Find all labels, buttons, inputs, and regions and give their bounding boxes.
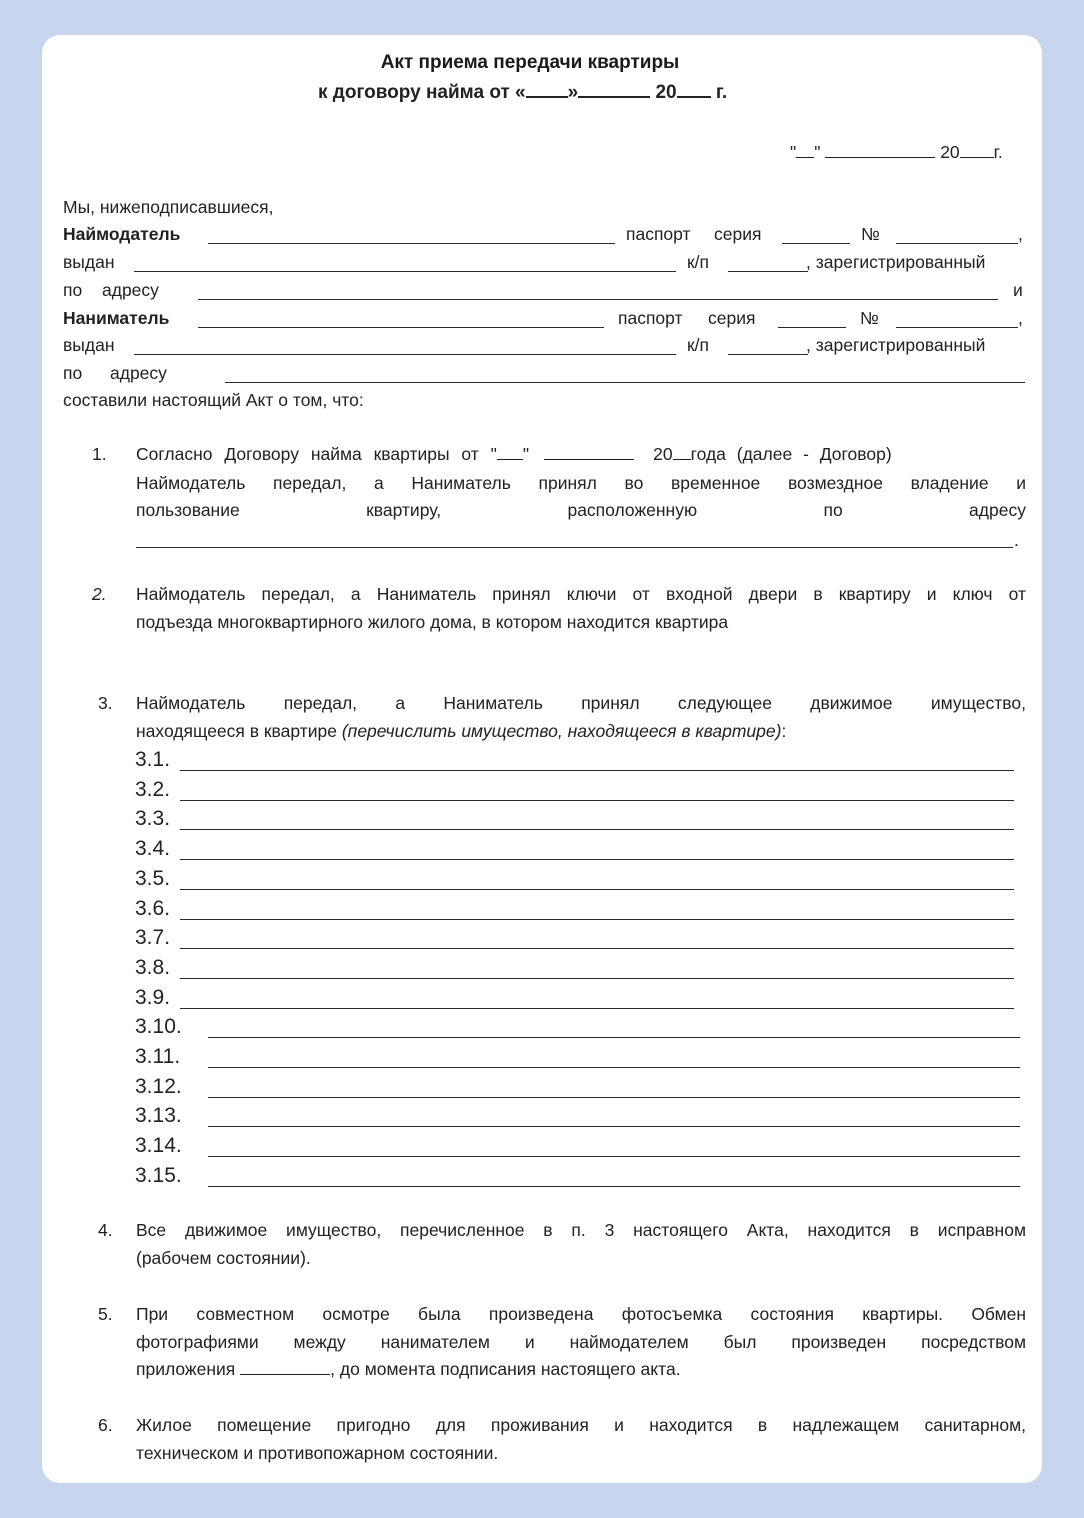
landlord-passport-label: паспорт (626, 224, 691, 244)
item-1-line1: Согласно Договору найма квартиры от " " 20 года (далее - Договор) (136, 444, 892, 464)
doc-title-line2: к договору найма от « » 20 г. (318, 82, 728, 103)
property-item-field (180, 889, 1014, 890)
property-item-field (208, 1156, 1020, 1157)
landlord-comma: , (1018, 224, 1023, 244)
property-item-label: 3.4. (135, 837, 171, 861)
property-item-label: 3.11. (135, 1045, 181, 1068)
property-item-label: 3.7. (135, 926, 171, 950)
tenant-address-label: адресу (110, 363, 167, 383)
item-2-line1: Наймодатель передал, а Наниматель принял ключи от входной двери в квартиру и ключ от (136, 584, 1026, 604)
property-item-label: 3.3. (135, 807, 171, 831)
property-item-label: 3.9. (135, 985, 171, 1009)
tenant-address-field (225, 382, 1025, 383)
property-item-field (208, 1067, 1020, 1068)
property-item-label: 3.14. (135, 1134, 182, 1158)
item-3-number: 3. (98, 693, 113, 713)
tenant-issued-field (134, 354, 676, 355)
landlord-address-label: адресу (102, 280, 159, 300)
item-5-number: 5. (98, 1304, 113, 1324)
property-item-label: 3.2. (135, 777, 171, 801)
date-line: " " 20 г. (790, 142, 1003, 162)
property-item-field (208, 1097, 1020, 1098)
tenant-po-label: по (63, 363, 83, 383)
item-4-line1: Все движимое имущество, перечисленное в п. 3 настоящего Акта, находится в исправном (136, 1220, 1026, 1240)
property-item-field (180, 978, 1014, 979)
property-item-field (180, 919, 1014, 920)
landlord-kp-label: к/п (687, 252, 709, 272)
intro-text: Мы, нижеподписавшиеся, (63, 197, 274, 217)
item-1-period: . (1014, 530, 1019, 550)
landlord-po-label: по (63, 280, 83, 300)
landlord-number-sign: № (861, 224, 880, 244)
tenant-passport-label: паспорт (618, 308, 683, 328)
property-item-field (208, 1186, 1020, 1187)
property-item-label: 3.6. (135, 896, 171, 920)
item-5-line2: фотографиями между нанимателем и наймодателем был произведен посредством (136, 1332, 1026, 1352)
property-item-field (180, 829, 1014, 830)
composed-text: составили настоящий Акт о том, что: (63, 390, 364, 410)
landlord-address-field (198, 299, 998, 300)
item-1-number: 1. (92, 444, 107, 464)
property-item-label: 3.10. (135, 1015, 182, 1039)
landlord-series-label: серия (714, 224, 762, 244)
item-5-line3: приложения , до момента подписания настоящего акта. (136, 1359, 681, 1379)
property-item-field (208, 1037, 1020, 1038)
property-item-label: 3.12. (135, 1074, 182, 1098)
landlord-name-field (208, 243, 615, 244)
item-4-line2: (рабочем состоянии). (136, 1248, 311, 1268)
property-item-field (180, 859, 1014, 860)
item-1-line2: Наймодатель передал, а Наниматель принял во временное возмездное владение и (136, 473, 1026, 493)
landlord-label: Наймодатель (63, 224, 181, 244)
landlord-registered-label: , зарегистрированный (806, 252, 986, 272)
landlord-kp-field (728, 271, 808, 272)
tenant-name-field (198, 327, 604, 328)
tenant-kp-field (728, 354, 808, 355)
item-6-line2: техническом и противопожарном состоянии. (136, 1443, 499, 1463)
landlord-issued-field (134, 271, 676, 272)
tenant-number-field (896, 327, 1018, 328)
tenant-series-field (778, 327, 846, 328)
tenant-series-label: серия (708, 308, 756, 328)
property-item-label: 3.8. (135, 955, 171, 979)
property-item-label: 3.5. (135, 866, 171, 890)
landlord-series-field (782, 243, 850, 244)
item-3-line2: находящееся в квартире (перечислить имущество, находящееся в квартире): (136, 721, 787, 741)
item-5-line1: При совместном осмотре была произведена фотосъемка состояния квартиры. Обмен (136, 1304, 1026, 1324)
property-item-label: 3.1. (135, 748, 171, 771)
item-1-line3: пользование квартиру, расположенную по адресу (136, 500, 1026, 520)
item-2-line2: подъезда многоквартирного жилого дома, в котором находится квартира (136, 612, 729, 632)
property-item-field (180, 770, 1014, 771)
landlord-issued-label: выдан (63, 252, 115, 272)
property-item-label: 3.15. (135, 1163, 182, 1187)
property-item-field (180, 948, 1014, 949)
property-item-field (180, 1008, 1014, 1009)
doc-title-line1: Акт приема передачи квартиры (380, 52, 680, 73)
tenant-number-sign: № (860, 308, 879, 328)
tenant-kp-label: к/п (687, 335, 709, 355)
item-1-address-field (136, 547, 1013, 548)
item-6-line1: Жилое помещение пригодно для проживания и находится в надлежащем санитарном, (136, 1415, 1026, 1435)
item-3-line1: Наймодатель передал, а Наниматель принял следующее движимое имущество, (136, 693, 1026, 713)
property-item-label: 3.13. (135, 1104, 182, 1128)
tenant-label: Наниматель (63, 308, 170, 328)
item-2-number: 2. (92, 584, 107, 604)
tenant-registered-label: , зарегистрированный (806, 335, 986, 355)
property-item-field (208, 1126, 1020, 1127)
landlord-and: и (1013, 280, 1023, 300)
property-item-field (180, 800, 1014, 801)
tenant-issued-label: выдан (63, 335, 115, 355)
item-4-number: 4. (98, 1220, 113, 1240)
landlord-number-field (896, 243, 1018, 244)
tenant-comma: , (1018, 308, 1023, 328)
item-6-number: 6. (98, 1415, 113, 1435)
